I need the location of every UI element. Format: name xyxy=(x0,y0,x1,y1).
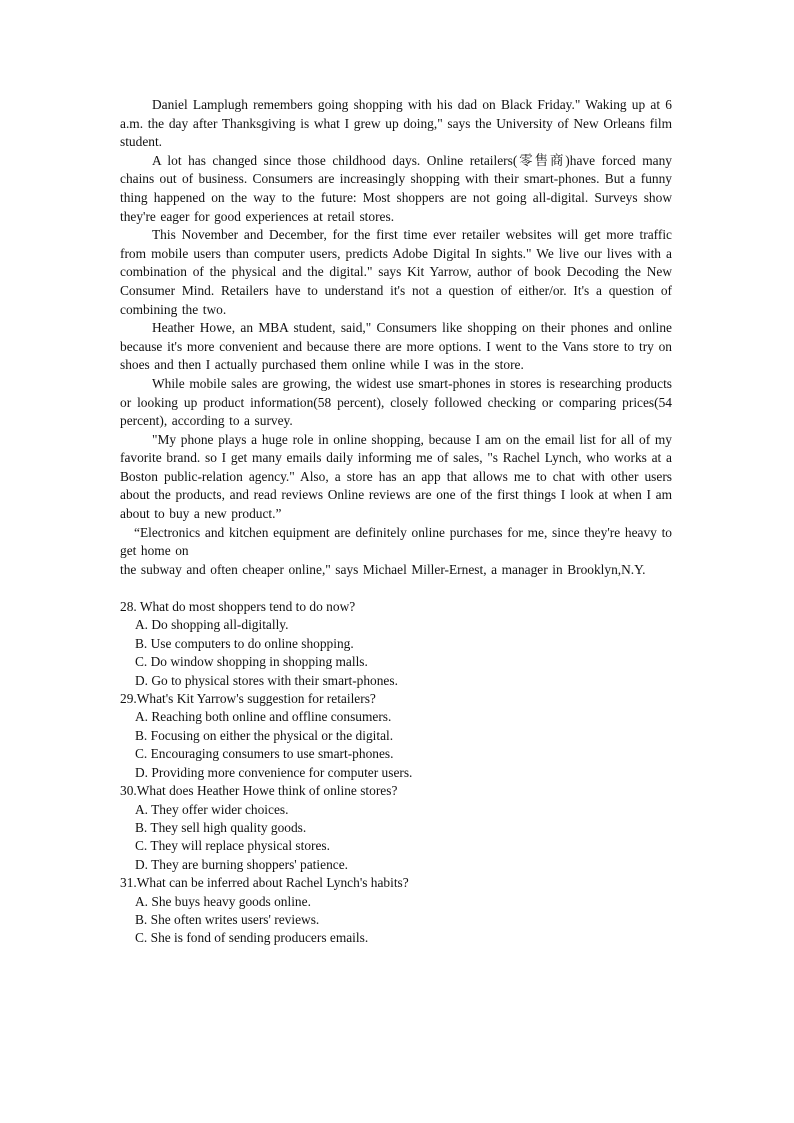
passage-paragraph-5: While mobile sales are growing, the widest use smart-phones in stores is researching products or looking up product information(58 percent), closely followed checking or comparing prices(54 percent), according to a survey. xyxy=(120,375,672,429)
option-b: B. Use computers to do online shopping. xyxy=(135,635,354,651)
reading-passage xyxy=(120,96,672,579)
question-stem: 31.What can be inferred about Rachel Lynch's habits? xyxy=(120,875,409,891)
option-a: A. Do shopping all-digitally. xyxy=(135,617,289,633)
option-d: D. Go to physical stores with their smart-phones. xyxy=(135,672,398,688)
option-b: B. They sell high quality goods. xyxy=(135,819,307,835)
option-b: B. She often writes users' reviews. xyxy=(135,911,320,927)
option-d: D. They are burning shoppers' patience. xyxy=(135,856,349,872)
option-a: A. They offer wider choices. xyxy=(135,801,289,817)
section-gap xyxy=(120,579,672,598)
passage-paragraph-3: This November and December, for the first time ever retailer websites will get more traffic from mobile users than computer users, predicts Adobe Digital In sights." We live our lives with a combination of the physical and the digital." says Kit Yarrow, author of book Decoding the New Consumer Mind. Retailers have to understand it's not a question of either/or. It's a question of combining the two. xyxy=(120,227,672,317)
question-stem: 30.What does Heather Howe think of online stores? xyxy=(120,783,398,799)
question-stem: 28. What do most shoppers tend to do now? xyxy=(120,599,356,615)
option-c: C. They will replace physical stores. xyxy=(135,838,330,854)
option-c: C. Encouraging consumers to use smart-phones. xyxy=(135,746,394,762)
question-31 xyxy=(120,874,672,948)
option-a: A. Reaching both online and offline consumers. xyxy=(135,709,392,725)
question-stem: 29.What's Kit Yarrow's suggestion for retailers? xyxy=(120,691,376,707)
option-c: C. She is fond of sending producers emails. xyxy=(135,930,369,946)
passage-paragraph-1: Daniel Lamplugh remembers going shopping with his dad on Black Friday." Waking up at 6 a.m. the day after Thanksgiving is what I grew up doing," says the University of New Orleans film student. xyxy=(120,97,672,150)
option-c: C. Do window shopping in shopping malls. xyxy=(135,654,368,670)
question-list xyxy=(120,598,672,948)
passage-paragraph-7-line-2: the subway and often cheaper online," says Michael Miller-Ernest, a manager in Brooklyn,N.Y. xyxy=(120,561,646,577)
option-b: B. Focusing on either the physical or the digital. xyxy=(135,727,394,743)
question-30 xyxy=(120,782,672,874)
question-28 xyxy=(120,598,672,690)
option-d: D. Providing more convenience for computer users. xyxy=(135,764,413,780)
passage-paragraph-7-line-1: “Electronics and kitchen equipment are definitely online purchases for me, since they're heavy to get home on xyxy=(120,524,672,559)
option-a: A. She buys heavy goods online. xyxy=(135,893,311,909)
passage-paragraph-4: Heather Howe, an MBA student, said," Consumers like shopping on their phones and online because it's more convenient and because there are more options. I went to the Vans store to try on shoes and then I actually purchased them online while I was in the store. xyxy=(120,320,672,373)
passage-paragraph-6: "My phone plays a huge role in online shopping, because I am on the email list for all of my favorite brand. so I get many emails daily informing me of sales, "s Rachel Lynch, who works at a Boston public-relation agency." Also, a store has an app that allows me to chat with other users about the products, and read reviews Online reviews are one of the first things I look at when I am about to buy a new product.” xyxy=(120,431,672,522)
question-29 xyxy=(120,690,672,782)
passage-paragraph-2: A lot has changed since those childhood days. Online retailers(零售商)have forced many chains out of business. Consumers are increasingly shopping with their smart-phones. But a funny thing happened on the way to the future: Most shoppers are not going all-digital. Surveys show they're eager for good experiences at retail stores. xyxy=(120,152,672,224)
